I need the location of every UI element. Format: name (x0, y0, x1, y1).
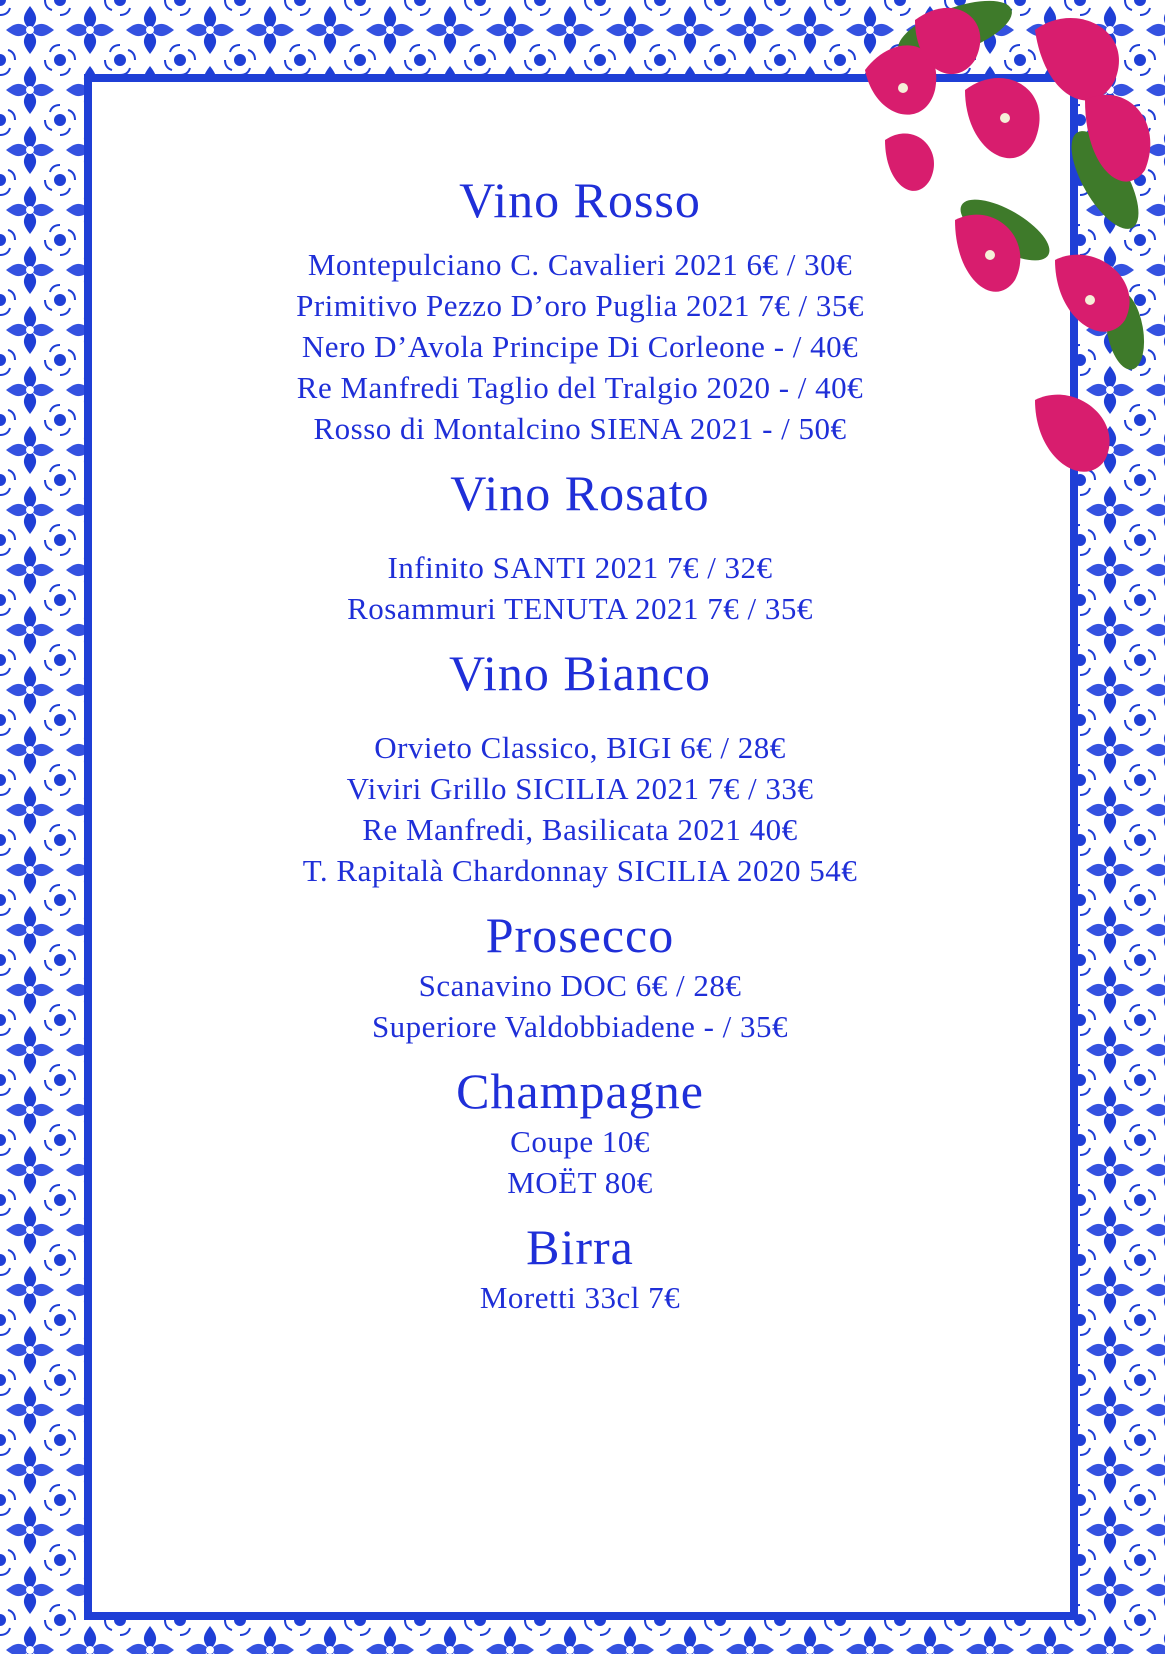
section-title-vino-rosato: Vino Rosato (450, 465, 710, 521)
menu-item: Re Manfredi, Basilicata 2021 40€ (362, 812, 798, 847)
menu-item: Moretti 33cl 7€ (479, 1280, 681, 1315)
menu-item: Montepulciano C. Cavalieri 2021 6€ / 30€ (307, 247, 853, 282)
section-title-birra: Birra (526, 1219, 634, 1275)
menu-item: Rosso di Montalcino SIENA 2021 - / 50€ (313, 411, 847, 446)
menu-item: Superiore Valdobbiadene - / 35€ (371, 1009, 789, 1044)
menu-item: Primitivo Pezzo D’oro Puglia 2021 7€ / 35€ (296, 288, 864, 323)
menu-item: Orvieto Classico, BIGI 6€ / 28€ (374, 730, 786, 765)
menu-item: T. Rapitalà Chardonnay SICILIA 2020 54€ (302, 853, 858, 888)
section-title-prosecco: Prosecco (485, 907, 675, 963)
menu-item: MOËT 80€ (507, 1165, 653, 1200)
menu-item: Infinito SANTI 2021 7€ / 32€ (387, 550, 773, 585)
menu-item: Scanavino DOC 6€ / 28€ (418, 968, 742, 1003)
section-title-vino-bianco: Vino Bianco (448, 645, 712, 701)
menu-item: Coupe 10€ (510, 1124, 650, 1159)
menu-item: Rosammuri TENUTA 2021 7€ / 35€ (347, 591, 813, 626)
wine-menu (90, 170, 1070, 1318)
menu-item: Viviri Grillo SICILIA 2021 7€ / 33€ (346, 771, 814, 806)
section-title-vino-rosso: Vino Rosso (459, 172, 701, 228)
menu-item: Nero D’Avola Principe Di Corleone - / 40€ (301, 329, 859, 364)
section-title-champagne: Champagne (456, 1063, 704, 1119)
menu-item: Re Manfredi Taglio del Tralgio 2020 - / 40€ (296, 370, 864, 405)
